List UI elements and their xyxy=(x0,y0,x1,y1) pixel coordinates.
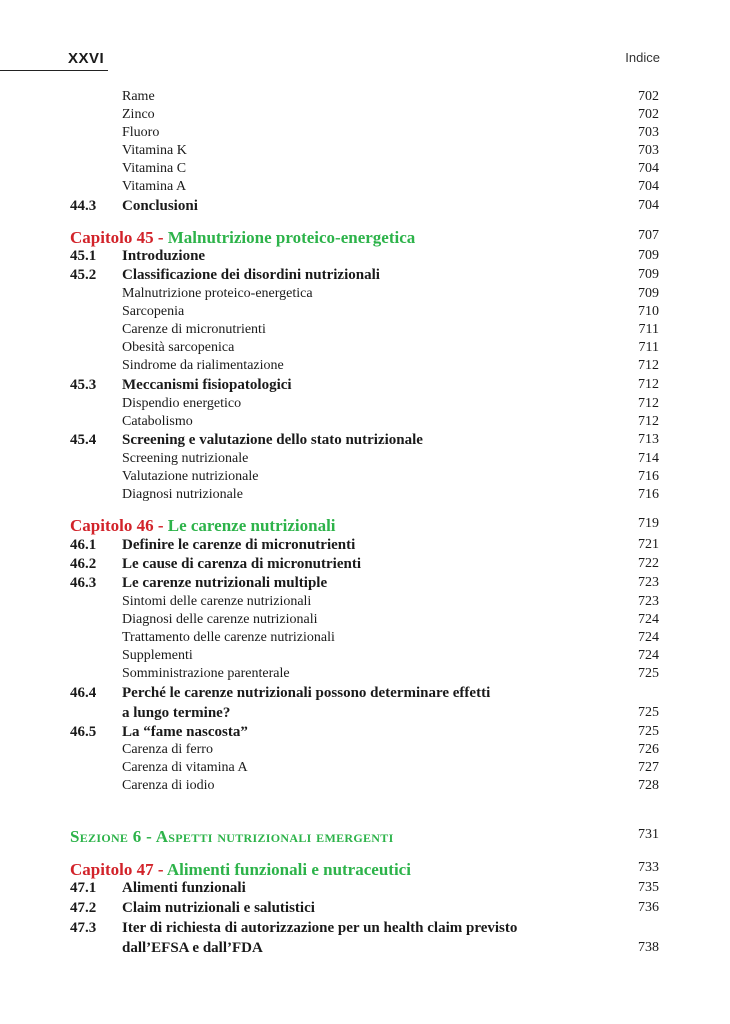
subsection-entry xyxy=(0,630,730,650)
chapter-name: Le carenze nutrizionali xyxy=(167,516,336,535)
page-ref: 723 xyxy=(638,594,659,609)
page-ref: 738 xyxy=(638,940,659,955)
chapter-label: Capitolo 47 - xyxy=(70,860,167,879)
chapter-name: Alimenti funzionali e nutraceutici xyxy=(166,860,411,879)
page-ref: 709 xyxy=(638,267,659,282)
page-ref: 704 xyxy=(638,161,659,176)
section-number: 46.2 xyxy=(70,556,97,572)
subsection-title: Carenza di vitamina A xyxy=(122,760,248,775)
section-number: 45.3 xyxy=(70,377,97,393)
page-ref: 716 xyxy=(638,469,659,484)
section-entry xyxy=(0,432,730,452)
page-ref: 724 xyxy=(638,648,659,663)
section-number: 47.1 xyxy=(70,880,97,896)
page-header xyxy=(0,46,730,70)
subsection-title: Sarcopenia xyxy=(122,304,185,319)
page-ref: 702 xyxy=(638,89,659,104)
page-ref: 713 xyxy=(638,432,659,447)
subsection-entry xyxy=(0,469,730,489)
page-ref: 710 xyxy=(638,304,659,319)
subsection-title: Fluoro xyxy=(122,125,160,140)
subsection-title: Supplementi xyxy=(122,648,193,663)
section-title: Conclusioni xyxy=(122,198,198,214)
section-title: Claim nutrizionali e salutistici xyxy=(122,900,315,916)
subsection-title: Dispendio energetico xyxy=(122,396,242,411)
subsection-entry xyxy=(0,107,730,127)
page-ref: 714 xyxy=(638,451,659,466)
subsection-title: Vitamina K xyxy=(122,143,187,158)
section-title: Classificazione dei disordini nutrizionali xyxy=(122,267,380,283)
chapter-entry xyxy=(0,228,730,248)
page-ref: 727 xyxy=(638,760,659,775)
subsection-title: Screening nutrizionale xyxy=(122,451,249,466)
subsection-title: Vitamina A xyxy=(122,179,187,194)
subsection-title: Diagnosi nutrizionale xyxy=(122,487,243,502)
section-part-title: Sezione 6 - Aspetti nutrizionali emergenti xyxy=(70,827,394,846)
page-ref: 712 xyxy=(638,377,659,392)
subsection-entry xyxy=(0,760,730,780)
section-title: dall’EFSA e dall’FDA xyxy=(122,940,263,956)
section-number: 46.4 xyxy=(70,685,97,701)
section-number: 46.5 xyxy=(70,724,97,740)
section-number: 45.1 xyxy=(70,248,97,264)
subsection-title: Catabolismo xyxy=(122,414,193,429)
section-entry xyxy=(0,900,730,920)
section-entry xyxy=(0,880,730,900)
subsection-title: Vitamina C xyxy=(122,161,187,176)
section-entry xyxy=(0,575,730,595)
section-number: 47.2 xyxy=(70,900,97,916)
page-ref: 716 xyxy=(638,487,659,502)
section-entry xyxy=(0,685,730,705)
section-title: La “fame nascosta” xyxy=(122,724,248,740)
section-entry xyxy=(0,267,730,287)
subsection-entry xyxy=(0,340,730,360)
section-number: 45.4 xyxy=(70,432,97,448)
subsection-title: Diagnosi delle carenze nutrizionali xyxy=(122,612,318,627)
page-ref: 724 xyxy=(638,612,659,627)
section-entry xyxy=(0,198,730,218)
chapter-label: Capitolo 45 - xyxy=(70,228,168,247)
subsection-title: Trattamento delle carenze nutrizionali xyxy=(122,630,335,645)
subsection-title: Sindrome da rialimentazione xyxy=(122,358,284,373)
chapter-title xyxy=(70,228,415,248)
header-rule xyxy=(0,70,108,71)
page-ref: 704 xyxy=(638,198,659,213)
subsection-title: Rame xyxy=(122,89,155,104)
page-ref: 724 xyxy=(638,630,659,645)
section-title: Alimenti funzionali xyxy=(122,880,246,896)
subsection-entry xyxy=(0,414,730,434)
page-ref: 711 xyxy=(638,322,659,337)
page-ref: 709 xyxy=(638,286,659,301)
section-number: 46.1 xyxy=(70,537,97,553)
section-number: 44.3 xyxy=(70,198,97,214)
page-ref: 702 xyxy=(638,107,659,122)
page-number: XXVI xyxy=(68,50,105,67)
section-title: Introduzione xyxy=(122,248,206,264)
page-ref: 712 xyxy=(638,358,659,373)
section-entry xyxy=(0,724,730,744)
page-ref: 725 xyxy=(638,724,659,739)
section-title: Definire le carenze di micronutrienti xyxy=(122,537,356,553)
subsection-entry xyxy=(0,666,730,686)
section-entry xyxy=(0,705,730,725)
running-title: Indice xyxy=(625,50,660,65)
page-ref: 707 xyxy=(638,228,659,243)
chapter-title xyxy=(70,516,336,536)
subsection-title: Malnutrizione proteico-energetica xyxy=(122,286,313,301)
section-entry xyxy=(0,556,730,576)
page-ref: 726 xyxy=(638,742,659,757)
page-ref: 704 xyxy=(638,179,659,194)
section-entry xyxy=(0,920,730,940)
page-ref: 723 xyxy=(638,575,659,590)
subsection-entry xyxy=(0,322,730,342)
page-ref: 725 xyxy=(638,705,659,720)
subsection-entry xyxy=(0,648,730,668)
section-entry xyxy=(0,377,730,397)
chapter-entry xyxy=(0,516,730,536)
section-entry xyxy=(0,248,730,268)
section-title: Perché le carenze nutrizionali possono determinare effetti xyxy=(122,685,491,701)
subsection-entry xyxy=(0,179,730,199)
page-ref: 725 xyxy=(638,666,659,681)
section-number: 46.3 xyxy=(70,575,97,591)
subsection-entry xyxy=(0,396,730,416)
chapter-entry xyxy=(0,860,730,880)
page-ref: 703 xyxy=(638,125,659,140)
subsection-entry xyxy=(0,451,730,471)
page-ref: 712 xyxy=(638,414,659,429)
subsection-entry xyxy=(0,161,730,181)
section-number: 45.2 xyxy=(70,267,97,283)
section-title: a lungo termine? xyxy=(122,705,231,721)
subsection-title: Obesità sarcopenica xyxy=(122,340,235,355)
section-title: Iter di richiesta di autorizzazione per un health claim previsto xyxy=(122,920,518,936)
section-title: Le cause di carenza di micronutrienti xyxy=(122,556,362,572)
subsection-entry xyxy=(0,487,730,507)
subsection-entry xyxy=(0,594,730,614)
chapter-title xyxy=(70,860,411,880)
page-ref: 711 xyxy=(638,340,659,355)
subsection-entry xyxy=(0,304,730,324)
section-title: Le carenze nutrizionali multiple xyxy=(122,575,328,591)
subsection-title: Zinco xyxy=(122,107,155,122)
subsection-entry xyxy=(0,143,730,163)
section-title: Meccanismi fisiopatologici xyxy=(122,377,292,393)
section-number: 47.3 xyxy=(70,920,97,936)
page-ref: 731 xyxy=(638,827,659,842)
subsection-entry xyxy=(0,358,730,378)
section-entry xyxy=(0,940,730,960)
subsection-title: Sintomi delle carenze nutrizionali xyxy=(122,594,312,609)
subsection-entry xyxy=(0,778,730,798)
subsection-title: Carenza di iodio xyxy=(122,778,215,793)
page-ref: 736 xyxy=(638,900,659,915)
subsection-entry xyxy=(0,286,730,306)
subsection-title: Carenza di ferro xyxy=(122,742,213,757)
page-ref: 709 xyxy=(638,248,659,263)
section-part-entry xyxy=(0,827,730,847)
subsection-entry xyxy=(0,742,730,762)
page-ref: 735 xyxy=(638,880,659,895)
section-entry xyxy=(0,537,730,557)
page-ref: 719 xyxy=(638,516,659,531)
page-ref: 733 xyxy=(638,860,659,875)
page-ref: 712 xyxy=(638,396,659,411)
page-ref: 703 xyxy=(638,143,659,158)
chapter-name: Malnutrizione proteico-energetica xyxy=(167,228,416,247)
page-ref: 721 xyxy=(638,537,659,552)
section-title: Screening e valutazione dello stato nutrizionale xyxy=(122,432,423,448)
chapter-label: Capitolo 46 - xyxy=(70,516,168,535)
page-ref: 722 xyxy=(638,556,659,571)
subsection-entry xyxy=(0,89,730,109)
subsection-title: Carenze di micronutrienti xyxy=(122,322,266,337)
subsection-entry xyxy=(0,612,730,632)
subsection-entry xyxy=(0,125,730,145)
page-ref: 728 xyxy=(638,778,659,793)
subsection-title: Somministrazione parenterale xyxy=(122,666,290,681)
subsection-title: Valutazione nutrizionale xyxy=(122,469,259,484)
